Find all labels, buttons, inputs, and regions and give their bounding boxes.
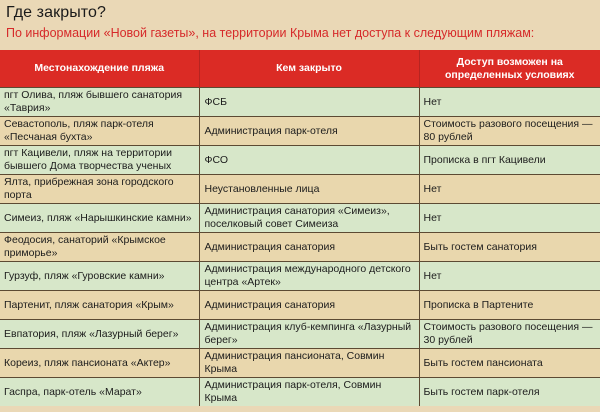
cell-location: Евпатория, пляж «Лазурный берег»: [0, 320, 199, 349]
cell-access: Прописка в пгт Кацивели: [419, 146, 600, 175]
cell-access: Нет: [419, 88, 600, 117]
cell-location: Феодосия, санаторий «Крымское приморье»: [0, 233, 199, 262]
cell-closed-by: Администрация клуб-кемпинга «Лазурный берег»: [199, 320, 419, 349]
table-row: [0, 378, 600, 407]
table-header-row: [0, 50, 600, 88]
cell-closed-by: Администрация пансионата, Совмин Крыма: [199, 349, 419, 378]
cell-location: Кореиз, пляж пансионата «Актер»: [0, 349, 199, 378]
header-closed-by: Кем закрыто: [199, 50, 419, 88]
cell-access: Нет: [419, 204, 600, 233]
page-title: Где закрыто?: [6, 4, 107, 21]
cell-closed-by: Администрация международного детского центра «Артек»: [199, 262, 419, 291]
cell-closed-by: Администрация санатория: [199, 291, 419, 320]
cell-location: Партенит, пляж санатория «Крым»: [0, 291, 199, 320]
cell-closed-by: Администрация парк-отеля: [199, 117, 419, 146]
beach-table: [0, 50, 600, 406]
cell-access: Прописка в Партените: [419, 291, 600, 320]
cell-access: Стоимость разового посещения — 30 рублей: [419, 320, 600, 349]
cell-location: Гурзуф, пляж «Гуровские камни»: [0, 262, 199, 291]
cell-closed-by: Администрация санатория: [199, 233, 419, 262]
header-access: Доступ возможен на определенных условиях: [419, 50, 600, 88]
cell-closed-by: Администрация санатория «Симеиз», поселковый совет Симеиза: [199, 204, 419, 233]
cell-access: Нет: [419, 175, 600, 204]
cell-location: Гаспра, парк-отель «Марат»: [0, 378, 199, 407]
table-row: [0, 88, 600, 117]
cell-access: Быть гостем пансионата: [419, 349, 600, 378]
cell-closed-by: Неустановленные лица: [199, 175, 419, 204]
table-row: [0, 262, 600, 291]
cell-closed-by: Администрация парк-отеля, Совмин Крыма: [199, 378, 419, 407]
table-row: [0, 320, 600, 349]
cell-location: Симеиз, пляж «Нарышкинские камни»: [0, 204, 199, 233]
cell-location: пгт Олива, пляж бывшего санатория «Таврия»: [0, 88, 199, 117]
cell-closed-by: ФСБ: [199, 88, 419, 117]
cell-location: пгт Кацивели, пляж на территории бывшего Дома творчества ученых: [0, 146, 199, 175]
cell-access: Стоимость разового посещения — 80 рублей: [419, 117, 600, 146]
cell-location: Ялта, прибрежная зона городского порта: [0, 175, 199, 204]
table-row: [0, 204, 600, 233]
page-subtitle: По информации «Новой газеты», на территории Крыма нет доступа к следующим пляжам:: [6, 26, 535, 40]
table-row: [0, 117, 600, 146]
cell-access: Нет: [419, 262, 600, 291]
table-row: [0, 291, 600, 320]
header-location: Местонахождение пляжа: [0, 50, 199, 88]
table-row: [0, 349, 600, 378]
table-row: [0, 233, 600, 262]
cell-closed-by: ФСО: [199, 146, 419, 175]
cell-access: Быть гостем парк-отеля: [419, 378, 600, 407]
cell-access: Быть гостем санатория: [419, 233, 600, 262]
table-row: [0, 175, 600, 204]
cell-location: Севастополь, пляж парк-отеля «Песчаная бухта»: [0, 117, 199, 146]
table-row: [0, 146, 600, 175]
